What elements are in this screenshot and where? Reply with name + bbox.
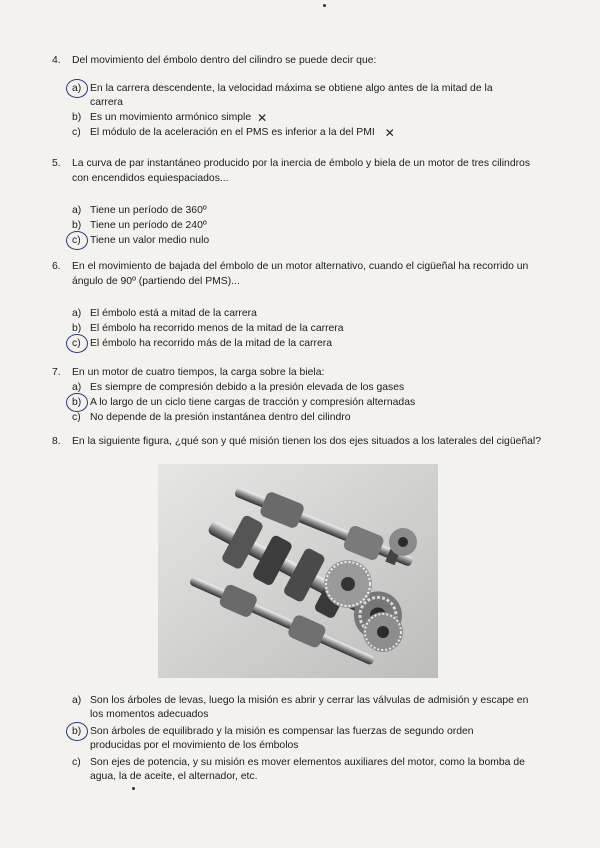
- option-letter: a): [72, 382, 82, 393]
- option-text: El émbolo ha recorrido más de la mitad de la carrera: [90, 338, 332, 349]
- option-letter: b): [72, 323, 82, 334]
- option-text: El émbolo está a mitad de la carrera: [90, 308, 257, 319]
- selected-circle-mark: [66, 393, 88, 412]
- option-text: A lo largo de un ciclo tiene cargas de tracción y compresión alternadas: [90, 397, 416, 408]
- option-letter: a): [72, 308, 82, 319]
- option-a[interactable]: [72, 694, 530, 722]
- question-text: En un motor de cuatro tiempos, la carga sobre la biela:: [72, 367, 325, 378]
- option-letter: a): [72, 83, 82, 94]
- option-a[interactable]: [72, 204, 542, 218]
- question-4: [52, 53, 542, 141]
- option-text: Son árboles de equilibrado y la misión es compensar las fuerzas de segundo orden producidas por el movimiento de los émbolos: [90, 726, 474, 751]
- stray-mark: [132, 787, 135, 790]
- cross-mark-icon: ✕: [257, 111, 268, 125]
- option-letter: a): [72, 695, 82, 706]
- option-letter: c): [72, 412, 81, 423]
- question-number: 8.: [52, 436, 61, 447]
- option-text: El módulo de la aceleración en el PMS es inferior a la del PMI: [90, 127, 375, 138]
- option-letter: b): [72, 112, 82, 123]
- option-text: Es siempre de compresión debido a la presión elevada de los gases: [90, 382, 405, 393]
- options-list: [72, 204, 542, 248]
- option-c[interactable]: [72, 234, 542, 248]
- option-text: El émbolo ha recorrido menos de la mitad de la carrera: [90, 323, 344, 334]
- question-text: La curva de par instantáneo producido por la inercia de émbolo y biela de un motor de tres cilindros con encendidos equiespaciados...: [72, 158, 531, 184]
- option-text: No depende de la presión instantánea dentro del cilindro: [90, 412, 351, 423]
- options-list: [72, 307, 542, 351]
- question-7: [52, 365, 542, 426]
- option-text: Tiene un período de 360º: [90, 205, 207, 216]
- option-letter: b): [72, 397, 82, 408]
- options-list: [72, 381, 542, 425]
- option-b[interactable]: [72, 219, 542, 233]
- question-text: En el movimiento de bajada del émbolo de un motor alternativo, cuando el cigüeñal ha recorrido un ángulo de 90º (partiendo del PMS)...: [72, 261, 529, 287]
- question-number: 5.: [52, 158, 61, 169]
- option-b[interactable]: [72, 725, 530, 753]
- option-letter: a): [72, 205, 82, 216]
- option-text: Son ejes de potencia, y su misión es mover elementos auxiliares del motor, como la bomba de agua, la de aceite, el alternador, etc.: [90, 757, 525, 782]
- question-8: [52, 434, 542, 449]
- option-a[interactable]: [72, 307, 542, 321]
- option-c[interactable]: [72, 337, 542, 351]
- question-number: 6.: [52, 261, 61, 272]
- option-letter: b): [72, 726, 82, 737]
- option-c[interactable]: [72, 126, 542, 140]
- option-b[interactable]: [72, 396, 542, 410]
- cross-mark-icon: ✕: [384, 126, 395, 140]
- selected-circle-mark: [66, 231, 88, 250]
- question-number: 4.: [52, 55, 61, 66]
- options-list: [72, 82, 542, 140]
- question-5: [52, 156, 542, 249]
- option-text: Son los árboles de levas, luego la misión es abrir y cerrar las válvulas de admisión y escape en los momentos adecuados: [90, 695, 529, 720]
- question-text: Del movimiento del émbolo dentro del cilindro se puede decir que:: [72, 55, 377, 66]
- question-8-options: [52, 694, 530, 785]
- option-a[interactable]: [72, 381, 542, 395]
- option-a[interactable]: [72, 82, 542, 110]
- option-c[interactable]: [72, 411, 542, 425]
- option-b[interactable]: [72, 111, 542, 125]
- question-text: En la siguiente figura, ¿qué son y qué misión tienen los dos ejes situados a los laterales del cigüeñal?: [72, 436, 542, 447]
- selected-circle-mark: [66, 722, 88, 741]
- options-list: [72, 694, 530, 784]
- stray-mark: [323, 4, 326, 7]
- option-letter: c): [72, 127, 81, 138]
- question-number: 7.: [52, 367, 61, 378]
- option-letter: b): [72, 220, 82, 231]
- selected-circle-mark: [66, 334, 88, 353]
- option-text: Tiene un período de 240º: [90, 220, 207, 231]
- crankshaft-balancer-photo-icon: [158, 464, 438, 678]
- option-text: En la carrera descendente, la velocidad máxima se obtiene algo antes de la mitad de la carrera: [90, 83, 493, 108]
- option-letter: c): [72, 757, 81, 768]
- option-c[interactable]: [72, 756, 530, 784]
- option-text: Tiene un valor medio nulo: [90, 235, 210, 246]
- option-letter: c): [72, 235, 81, 246]
- option-letter: c): [72, 338, 81, 349]
- option-b[interactable]: [72, 322, 542, 336]
- question-6: [52, 259, 542, 352]
- option-text: Es un movimiento armónico simple: [90, 112, 252, 123]
- selected-circle-mark: [66, 79, 88, 98]
